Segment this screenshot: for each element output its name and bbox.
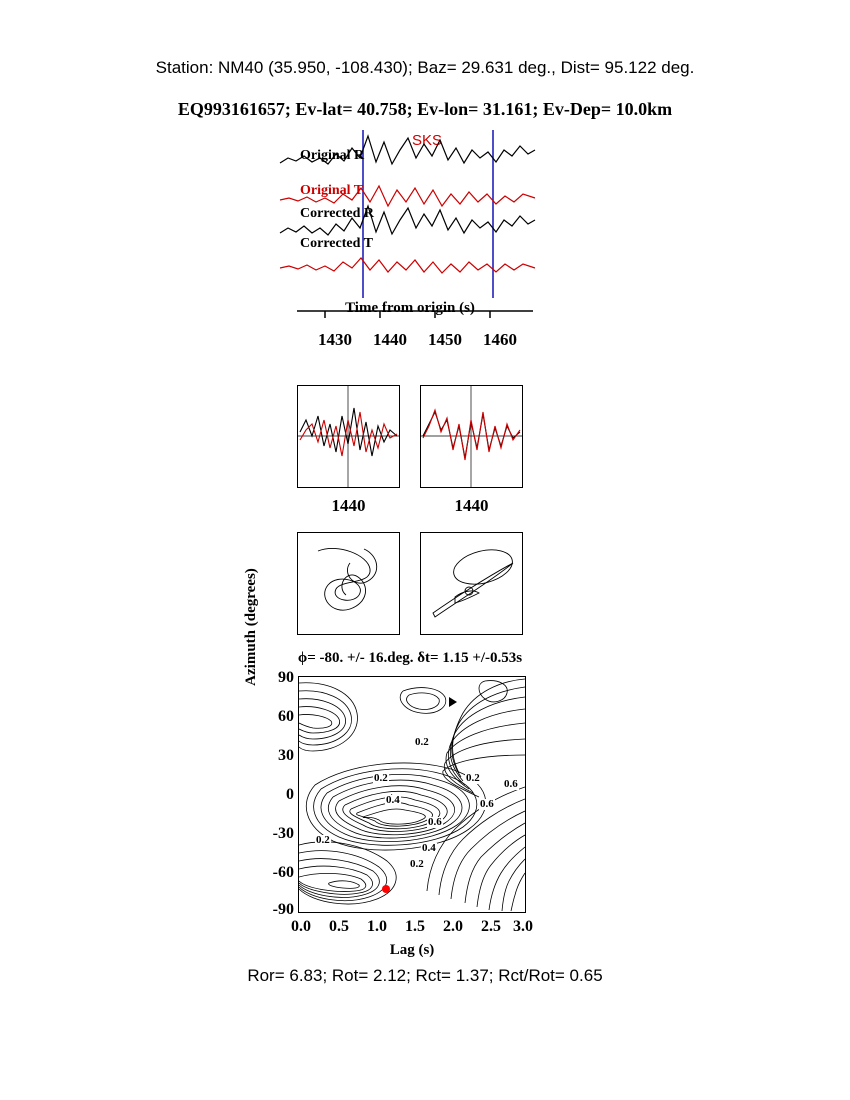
window-plot-uncorrected-svg <box>298 386 399 487</box>
y-tick-label: -90 <box>272 901 294 918</box>
x-tick-label: 1.5 <box>405 918 425 935</box>
best-fit-marker <box>382 885 390 893</box>
trace-label-original-r: Original R <box>300 148 365 163</box>
contour-level-label: 0.6 <box>428 816 442 828</box>
contour-level-label: 0.4 <box>386 794 400 806</box>
window-plot-uncorrected <box>297 385 400 488</box>
y-tick-label: 30 <box>278 747 294 764</box>
window-caption-corrected: 1440 <box>454 496 489 515</box>
x-tick-label: 1.0 <box>367 918 387 935</box>
y-tick-label: 90 <box>278 669 294 686</box>
contour-plot-svg <box>299 677 525 912</box>
window-plot-corrected-svg <box>421 386 522 487</box>
y-tick-label: -60 <box>272 864 294 881</box>
contour-level-label: 0.2 <box>316 834 330 846</box>
event-header: EQ993161657; Ev-lat= 40.758; Ev-lon= 31.161; Ev-Dep= 10.0km <box>177 99 673 119</box>
contour-level-label: 0.2 <box>466 772 480 784</box>
x-tick-label: 2.5 <box>481 918 501 935</box>
particle-motion-uncorrected <box>297 532 400 635</box>
sks-phase-label: SKS <box>412 132 443 149</box>
contour-level-label: 0.6 <box>504 778 518 790</box>
window-plot-corrected <box>420 385 523 488</box>
contour-level-label: 0.4 <box>422 842 436 854</box>
time-tick-label: 1430 <box>318 330 352 349</box>
window-caption-uncorrected: 1440 <box>331 496 366 515</box>
y-tick-label: 0 <box>286 786 294 803</box>
result-phi-dt: ϕ= -80. +/- 16.deg. δt= 1.15 +/-0.53s <box>297 650 523 666</box>
time-tick-label: 1450 <box>428 330 462 349</box>
trace-label-corrected-r: Corrected R <box>300 206 374 221</box>
contour-level-label: 0.2 <box>415 736 429 748</box>
x-tick-label: 2.0 <box>443 918 463 935</box>
trace-label-corrected-t: Corrected T <box>300 236 373 251</box>
time-tick-label: 1460 <box>483 330 517 349</box>
contour-x-ticks <box>291 918 533 940</box>
y-tick-label: 60 <box>278 708 294 725</box>
contour-level-label: 0.6 <box>480 798 494 810</box>
trace-corrected-t <box>280 258 535 273</box>
time-axis-ticks <box>280 330 540 352</box>
upper-peak-marker <box>449 697 457 707</box>
particle-motion-corrected <box>420 532 523 635</box>
contour-y-axis-title: Azimuth (degrees) <box>243 568 259 686</box>
trace-label-original-t: Original T <box>300 183 364 198</box>
particle-motion-uncorrected-svg <box>298 533 399 634</box>
x-tick-label: 3.0 <box>513 918 533 935</box>
time-axis-title: Time from origin (s) <box>345 300 475 316</box>
x-tick-label: 0.5 <box>329 918 349 935</box>
result-ratios: Ror= 6.83; Rot= 2.12; Rct= 1.37; Rct/Rot= 0.65 <box>247 966 603 985</box>
x-tick-label: 0.0 <box>291 918 311 935</box>
station-header: Station: NM40 (35.950, -108.430); Baz= 29.631 deg., Dist= 95.122 deg. <box>155 58 695 77</box>
contour-plot <box>298 676 526 913</box>
time-tick-label: 1440 <box>373 330 407 349</box>
particle-motion-corrected-svg <box>421 533 522 634</box>
contour-y-ticks <box>250 669 294 918</box>
contour-x-axis-title: Lag (s) <box>389 942 435 958</box>
contour-level-label: 0.2 <box>374 772 388 784</box>
contour-level-label: 0.2 <box>410 858 424 870</box>
y-tick-label: -30 <box>272 825 294 842</box>
